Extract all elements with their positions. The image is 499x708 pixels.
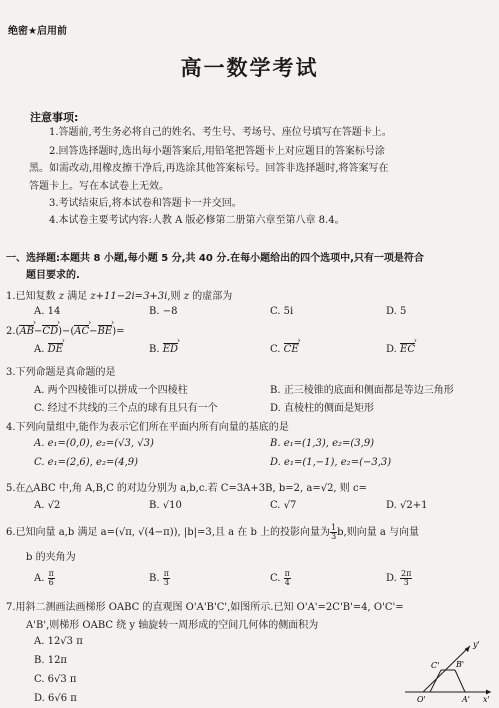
question-4-stem: 4.下列向量组中,能作为表示它们所在平面内所有向量的基底的是	[6, 422, 289, 433]
q7-option-a: A. 12√3 π	[34, 636, 83, 647]
section-heading-cont: 题目要求的.	[26, 270, 80, 281]
q6-option-a: A. $\frac{\pi}{6}$	[34, 569, 54, 587]
edge-ba	[455, 670, 465, 692]
note-line: 1.答题前,考生务必将自己的姓名、考生号、考场号、座位号填写在答题卡上。	[49, 127, 392, 138]
confidential-label: 绝密★启用前	[8, 26, 67, 37]
q6-option-d: D. $\frac{2\pi}{3}$	[386, 569, 412, 587]
q1-option-b: B. −8	[149, 306, 178, 317]
q7-option-c: C. 6√3 π	[34, 674, 77, 685]
label-b: B'	[456, 660, 465, 669]
note-line: 4.本试卷主要考试内容:人教 A 版必修第二册第六章至第八章 8.4。	[49, 215, 345, 226]
q5-option-a: A. √2	[34, 500, 61, 511]
q6-option-c: C. $\frac{\pi}{4}$	[270, 569, 290, 587]
q2-option-d: D. EC ›	[386, 344, 415, 355]
question-6-stem-cont: b 的夹角为	[26, 552, 76, 563]
note-line: 2.回答选择题时,选出每小题答案后,用铅笔把答题卡上对应题目的答案标号涂	[49, 146, 385, 157]
q5-option-d: D. √2+1	[386, 500, 428, 511]
q6-option-b: B. $\frac{\pi}{3}$	[149, 569, 169, 587]
q1-option-a: A. 14	[34, 306, 61, 317]
edge-oc	[430, 670, 441, 692]
q5-option-c: C. √7	[270, 500, 297, 511]
q3-option-b: B. 正三棱锥的底面和侧面都是等边三角形	[270, 385, 454, 396]
label-a: A'	[462, 695, 470, 704]
q2-option-b: B. ED ›	[149, 344, 178, 355]
question-6-stem: 6.已知向量 a,b 满足 a=(√π, √(4−π)), |b|=3,且 a 在 b 上的投影向量为 $\frac{1}{3}$ b,则向量 a 与向量	[6, 523, 420, 541]
q7-option-b: B. 12π	[34, 655, 68, 666]
q5-option-b: B. √10	[149, 500, 182, 511]
note-line: 3.考试结束后,将本试卷和答题卡一并交回。	[49, 198, 242, 209]
q2-option-a: A. DE ›	[34, 344, 63, 355]
q3-option-c: C. 经过不共线的三个点的球有且只有一个	[34, 403, 218, 414]
note-line: 答题卡上。写在本试卷上无效。	[29, 181, 169, 192]
x-axis-arrow	[486, 690, 491, 695]
label-c: C'	[431, 661, 440, 670]
q1-option-d: D. 5	[386, 306, 407, 317]
question-2-stem: 2.(AB ›−CD ›)−(AC ›−BE ›)=	[6, 326, 124, 337]
q7-option-d: D. 6√6 π	[34, 693, 77, 704]
q2-option-c: C. CE ›	[270, 344, 299, 355]
label-y: y'	[473, 640, 480, 649]
q4-option-c: C. e₁=(2,6), e₂=(4,9)	[34, 457, 139, 468]
question-1-stem: 1.已知复数 z 满足 z+11−2i=3+3i,则 z 的虚部为	[6, 291, 233, 302]
trapezoid-figure	[395, 638, 495, 706]
notes-heading: 注意事项:	[30, 111, 79, 124]
page-title: 高一数学考试	[180, 56, 319, 80]
q1-option-c: C. 5i	[270, 306, 294, 317]
question-7-stem: 7.用斜二测画法画梯形 OABC 的直观图 O'A'B'C',如图所示.已知 O'A'=2C'B'=4, O'C'=	[6, 602, 404, 613]
q3-option-a: A. 两个四棱锥可以拼成一个四棱柱	[34, 385, 188, 396]
question-3-stem: 3.下列命题是真命题的是	[6, 367, 116, 378]
question-7-stem-cont: A'B',则梯形 OABC 绕 y 轴旋转一周形成的空间几何体的侧面积为	[26, 620, 319, 631]
note-line: 黑。如需改动,用橡皮擦干净后,再选涂其他答案标号。回答非选择题时,将答案写在	[29, 163, 389, 174]
label-x: x'	[483, 695, 490, 704]
label-o: O'	[417, 695, 426, 704]
q3-option-d: D. 直棱柱的侧面是矩形	[270, 403, 375, 414]
question-5-stem: 5.在△ABC 中,角 A,B,C 的对边分别为 a,b,c.若 C=3A+3B, b=2, a=√2, 则 c=	[6, 483, 367, 494]
q4-option-a: A. e₁=(0,0), e₂=(√3, √3)	[34, 438, 154, 449]
q4-option-b: B. e₁=(1,3), e₂=(3,9)	[270, 438, 375, 449]
section-heading: 一、选择题:本题共 8 小题,每小题 5 分,共 40 分.在每小题给出的四个选项中,只有一项是符合	[6, 253, 424, 264]
q4-option-d: D. e₁=(1,−1), e₂=(−3,3)	[270, 457, 392, 468]
